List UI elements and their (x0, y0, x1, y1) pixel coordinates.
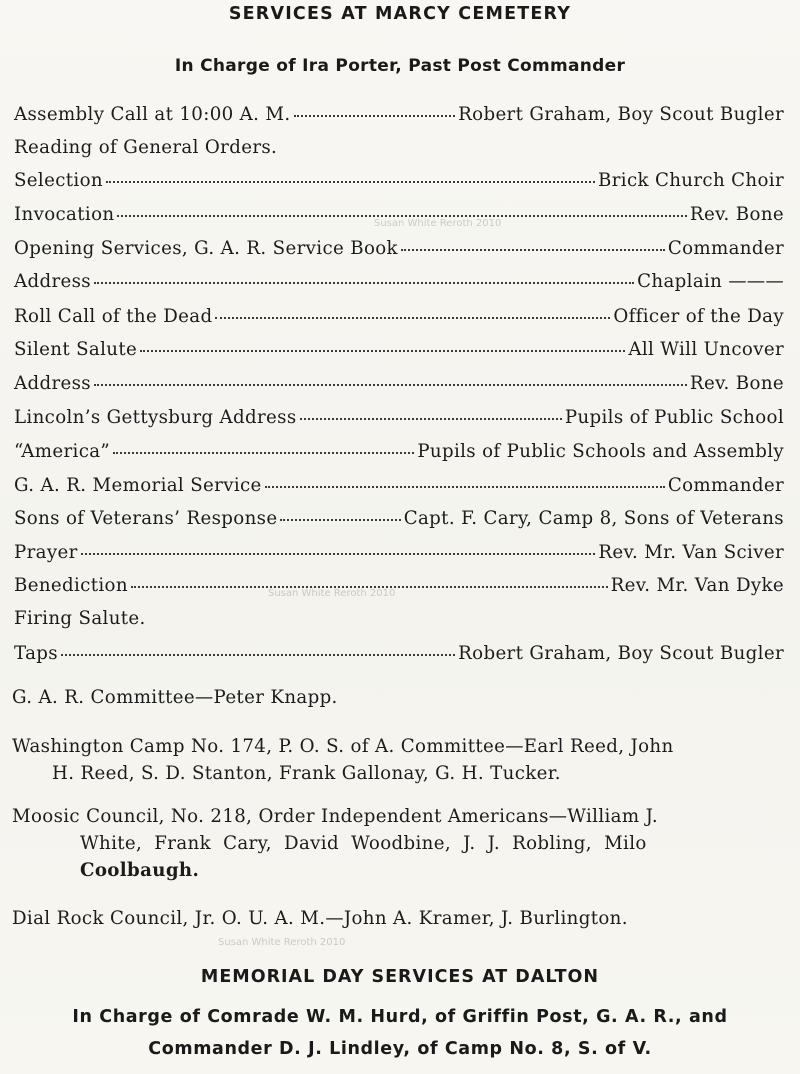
subtitle-line: Commander D. J. Lindley, of Camp No. 8, S. of V. (148, 1039, 652, 1059)
program-row (14, 306, 784, 336)
program-row (14, 204, 784, 234)
committee-text-line: Washington Camp No. 174, P. O. S. of A. Committee—Earl Reed, John (12, 736, 674, 757)
committee-moosic-council (12, 803, 784, 884)
watermark: Susan White Reroth 2010 (374, 218, 502, 229)
program-performer: Rev. Mr. Van Dyke (610, 575, 784, 596)
program-item: Silent Salute (14, 339, 138, 360)
subtitle-line: In Charge of Comrade W. M. Hurd, of Griffin Post, G. A. R., and (72, 1007, 728, 1027)
watermark: Susan White Reroth 2010 (218, 937, 346, 948)
committee-gar (12, 684, 784, 711)
committee-gar-text: G. A. R. Committee—Peter Knapp. (12, 687, 338, 708)
program-item: Opening Services, G. A. R. Service Book (14, 238, 398, 259)
program-item: “America” (14, 441, 111, 462)
program-row (14, 475, 784, 505)
program-row (14, 104, 784, 134)
program-row (14, 542, 784, 572)
committee-dial-rock (12, 905, 784, 932)
dot-leader (280, 517, 400, 521)
committee-text-line: H. Reed, S. D. Stanton, Frank Gallonay, G. H. Tucker. (52, 763, 561, 784)
program-performer: Robert Graham, Boy Scout Bugler (458, 643, 784, 664)
dot-leader (215, 315, 610, 319)
program-item: Address (14, 271, 91, 292)
program-row (14, 508, 784, 538)
dot-leader (81, 551, 596, 555)
program-item: Selection (14, 170, 103, 191)
program-item: G. A. R. Memorial Service (14, 475, 262, 496)
program-item: Roll Call of the Dead (14, 306, 213, 327)
program-row (14, 137, 784, 167)
program-item: Taps (14, 643, 58, 664)
program-performer: Chaplain ——— (637, 271, 784, 292)
program-performer: Commander (667, 238, 784, 259)
dot-leader (140, 348, 625, 352)
program-performer: Rev. Mr. Van Sciver (598, 542, 784, 563)
dot-leader (106, 179, 595, 183)
program-performer: Officer of the Day (613, 306, 784, 327)
dot-leader (61, 652, 455, 656)
committee-text-line: Moosic Council, No. 218, Order Independent Americans—William J. (12, 806, 658, 827)
program-performer: All Will Uncover (628, 339, 784, 360)
dot-leader (94, 280, 634, 284)
program-item: Reading of General Orders. (14, 137, 278, 158)
section-subtitle-dalton (0, 1001, 800, 1065)
program-item: Assembly Call at 10:00 A. M. (14, 104, 291, 125)
section-title-marcy: SERVICES AT MARCY CEMETERY (228, 4, 572, 24)
section-title-dalton: MEMORIAL DAY SERVICES AT DALTON (200, 967, 600, 987)
program-performer: Capt. F. Cary, Camp 8, Sons of Veterans (403, 508, 784, 529)
program-row (14, 407, 784, 437)
program-performer: Commander (667, 475, 784, 496)
program-item: Prayer (14, 542, 78, 563)
dot-leader (113, 450, 414, 454)
dot-leader (294, 113, 456, 117)
program-row (14, 339, 784, 369)
program-row (14, 575, 784, 605)
program-performer: Rev. Bone (689, 204, 784, 225)
program-performer: Brick Church Choir (598, 170, 784, 191)
program-row (14, 238, 784, 268)
program-row (14, 608, 784, 638)
program-performer: Pupils of Public Schools and Assembly (417, 441, 784, 462)
committee-text-line: White, Frank Cary, David Woodbine, J. J. Robling, Milo (80, 833, 647, 854)
program-performer: Robert Graham, Boy Scout Bugler (458, 104, 784, 125)
program-row (14, 170, 784, 200)
program-item: Lincoln’s Gettysburg Address (14, 407, 297, 428)
program-item: Address (14, 373, 91, 394)
program-row (14, 271, 784, 301)
program-row (14, 643, 784, 673)
dot-leader (94, 382, 687, 386)
dot-leader (401, 247, 665, 251)
program-performer: Rev. Bone (689, 373, 784, 394)
program-item: Invocation (14, 204, 115, 225)
dot-leader (300, 416, 562, 420)
committee-washington-camp (12, 733, 784, 787)
program-item: Sons of Veterans’ Response (14, 508, 278, 529)
committee-text-line: Dial Rock Council, Jr. O. U. A. M.—John A. Kramer, J. Burlington. (12, 908, 628, 929)
dot-leader (131, 584, 608, 588)
section-subtitle-marcy: In Charge of Ira Porter, Past Post Commander (174, 56, 626, 76)
dot-leader (265, 484, 665, 488)
program-row (14, 373, 784, 403)
dot-leader (117, 213, 686, 217)
watermark: Susan White Reroth 2010 (268, 588, 396, 599)
program-performer: Pupils of Public School (564, 407, 784, 428)
program-item: Firing Salute. (14, 608, 146, 629)
program-row (14, 441, 784, 471)
program-item: Benediction (14, 575, 128, 596)
committee-text-line: Coolbaugh. (80, 860, 200, 881)
